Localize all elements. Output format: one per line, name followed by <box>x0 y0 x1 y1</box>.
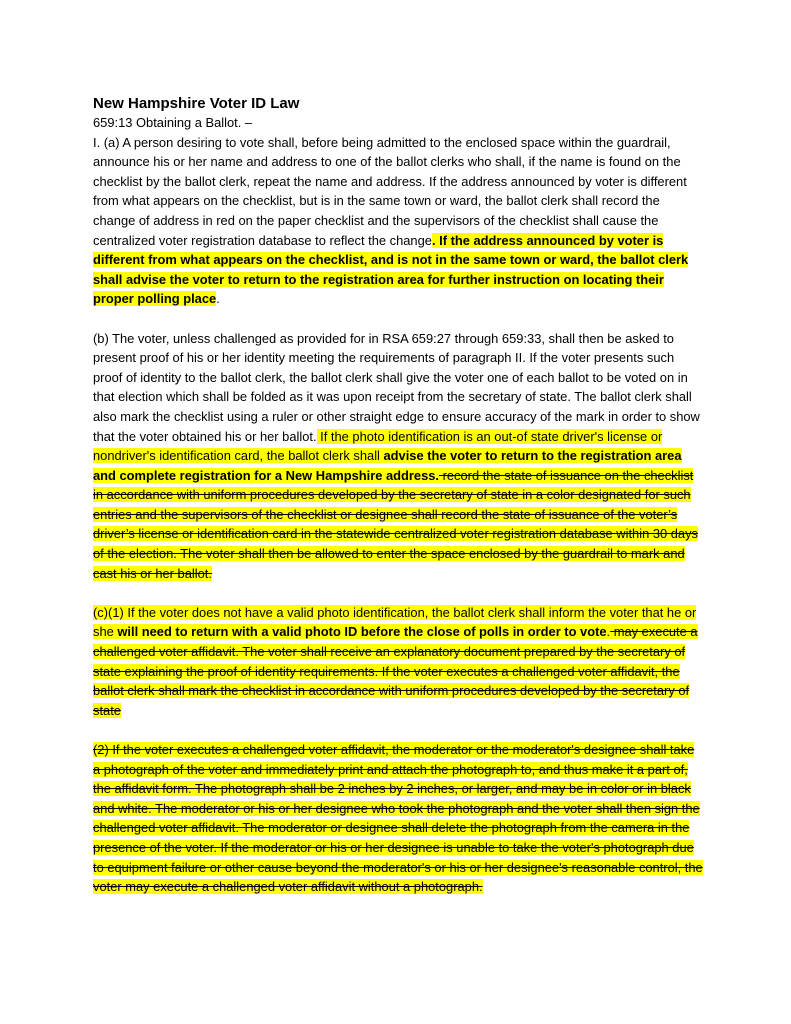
paragraph-1c1 <box>93 603 703 721</box>
paragraph-1b-text: (b) The voter, unless challenged as provided for in RSA 659:27 through 659:33, shall then be asked to present proof of his or her identity meeting the requirements of paragraph II. If the voter presents such proof of identity to the ballot clerk, the ballot clerk shall give the voter one of each ballot to be voted on in that election which shall be folded as it was upon receipt from the secretary of state. The ballot clerk shall also mark the checklist using a ruler or other straight edge to ensure accuracy of the mark in order to show that the voter obtained his or her ballot. <box>93 330 700 444</box>
paragraph-1a-highlight-bold: . If the address announced by voter is different from what appears on the checklist, and is not in the same town or ward, the ballot clerk shall advise the voter to return to the registration area for further instruction on locating their proper polling place <box>93 232 689 307</box>
section-heading: 659:13 Obtaining a Ballot. – <box>93 115 253 130</box>
document-title: New Hampshire Voter ID Law <box>93 95 300 112</box>
paragraph-1b-highlight: If the photo identification is an out-of state driver's license or nondriver's identification card, the ballot clerk shall <box>93 428 663 464</box>
paragraph-1c2-strikethrough: (2) If the voter executes a challenged voter affidavit, the moderator or the moderator's designee shall take a photograph of the voter and immediately print and attach the photograph to, and thus make it a part of, the affidavit form. The photograph shall be 2 inches by 2 inches, or larger, and may be in color or in black and white. The moderator or his or her designee who took the photograph and the voter shall then sign the challenged voter affidavit. The moderator or designee shall delete the photograph from the camera in the presence of the voter. If the moderator or his or her designee is unable to take the voter's photograph due to equipment failure or other cause beyond the moderator's or his or her designee's reasonable control, the voter may execute a challenged voter affidavit without a photograph. <box>93 742 703 895</box>
paragraph-1a <box>93 133 703 309</box>
document-page <box>93 95 703 897</box>
paragraph-1a-text: I. (a) A person desiring to vote shall, before being admitted to the enclosed space within the guardrail, announce his or her name and address to one of the ballot clerks who shall, if the name is found on the checklist by the ballot clerk, repeat the name and address. If the address announced by voter is different from what appears on the checklist, but is in the same town or ward, the ballot clerk shall record the change of address in red on the paper checklist and the supervisors of the checklist shall cause the centralized voter registration database to reflect the change <box>93 134 687 248</box>
paragraph-1c1-period: . <box>606 624 611 640</box>
paragraph-1b <box>93 329 703 584</box>
paragraph-1b-strikethrough: record the state of issuance on the checklist in accordance with uniform procedures developed by the secretary of state in a color designated for such entries and the supervisors of the checklist or designee shall record the state of issuance of the voter’s driver’s license or identification card in the statewide centralized voter registration database within 30 days of the election. The voter shall then be allowed to enter the space enclosed by the guardrail to mark and cast his or her ballot. <box>93 467 698 581</box>
paragraph-1a-end: . <box>216 291 220 307</box>
paragraph-1c1-highlight-bold: will need to return with a valid photo ID before the close of polls in order to vote <box>117 624 607 640</box>
paragraph-1c2 <box>93 740 703 897</box>
paragraph-1c1-strikethrough: may execute a challenged voter affidavit. The voter shall receive an explanatory document prepared by the secretary of state explaining the proof of identity requirements. If the voter executes a challenged voter affidavit, the ballot clerk shall mark the checklist in accordance with uniform procedures developed by the secretary of state <box>93 624 698 718</box>
paragraph-1b-highlight-bold: advise the voter to return to the registration area and complete registration for a New Hampshire address. <box>93 448 682 483</box>
paragraph-1c1-highlight: (c)(1) If the voter does not have a valid photo identification, the ballot clerk shall inform the voter that he or she <box>93 604 697 640</box>
